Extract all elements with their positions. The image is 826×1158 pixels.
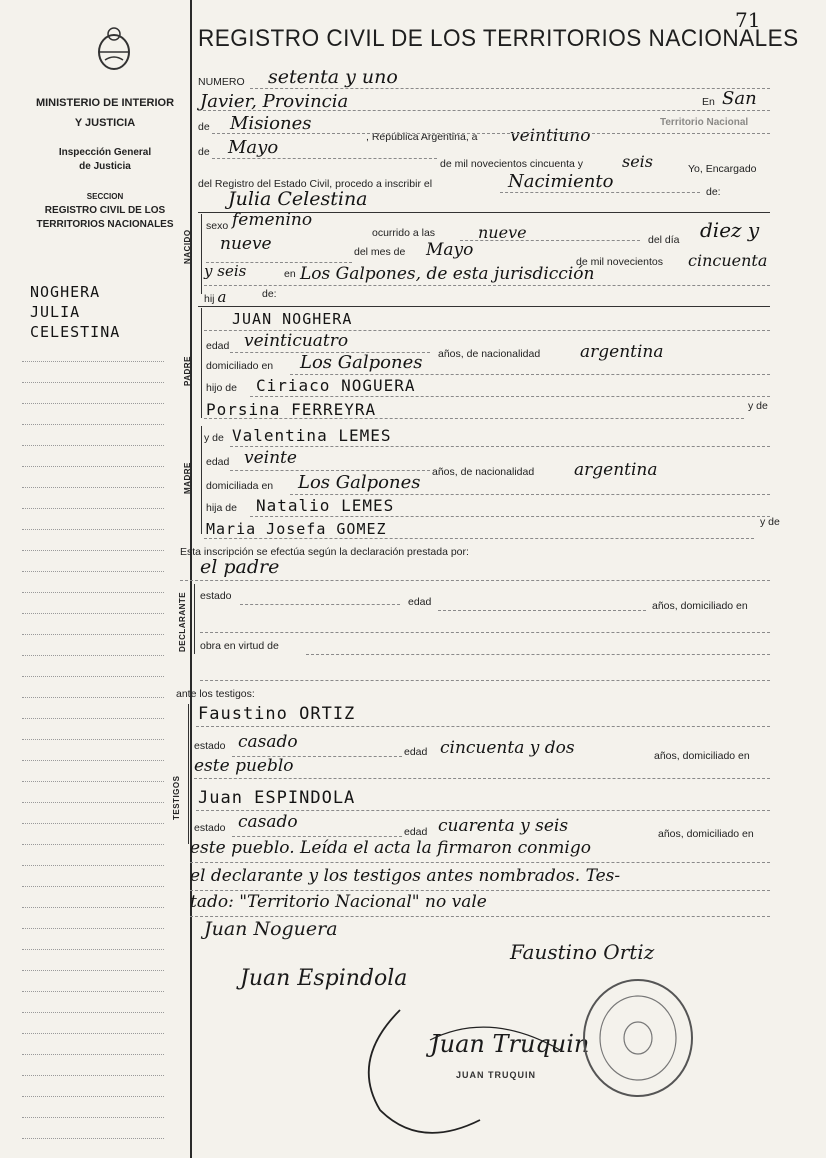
rule bbox=[290, 494, 770, 495]
civil-registry-seal-icon bbox=[580, 975, 696, 1101]
margin-line bbox=[22, 854, 164, 866]
margin-line bbox=[22, 1127, 164, 1139]
margin-line bbox=[22, 350, 164, 362]
margin-note: NOGHERA JULIA CELESTINA bbox=[30, 283, 121, 341]
t1-estado-value: casado bbox=[238, 732, 298, 752]
de-colon-label: de: bbox=[706, 186, 721, 198]
t2-estado-value: casado bbox=[238, 812, 298, 832]
margin-line bbox=[22, 1106, 164, 1118]
del-registro-label: del Registro del Estado Civil, procedo a inscribir el bbox=[198, 178, 433, 190]
rule bbox=[212, 158, 437, 159]
margin-line bbox=[22, 938, 164, 950]
section-name: SECCION REGISTRO CIVIL DE LOS TERRITORIOS NACIONALES bbox=[36, 192, 174, 230]
firma-padre: Juan Noguera bbox=[204, 918, 338, 940]
t2-estado-label: estado bbox=[194, 822, 226, 834]
de-mil2-label: de mil novecientos bbox=[576, 256, 663, 268]
page-title: REGISTRO CIVIL DE LOS TERRITORIOS NACIONALES bbox=[198, 25, 799, 52]
margin-line bbox=[22, 1064, 164, 1076]
rule bbox=[198, 110, 770, 111]
ante-testigos-label: ante los testigos: bbox=[176, 688, 255, 700]
t2-anos-label: años, domiciliado en bbox=[658, 828, 754, 840]
margin-line bbox=[22, 413, 164, 425]
anio-nac-value: cincuenta bbox=[688, 251, 768, 270]
margin-line bbox=[22, 434, 164, 446]
rule bbox=[190, 890, 770, 891]
testigo2-value: Juan ESPINDOLA bbox=[198, 788, 356, 808]
rule bbox=[200, 680, 770, 681]
margin-line bbox=[22, 581, 164, 593]
coat-of-arms-icon bbox=[95, 26, 133, 72]
t2-dom-value: este pueblo. Leída el acta la firmaron conmigo bbox=[190, 838, 591, 858]
padre-value: JUAN NOGHERA bbox=[232, 310, 353, 328]
rule bbox=[460, 240, 640, 241]
testigos-side-label: TESTIGOS bbox=[172, 775, 181, 820]
rule bbox=[190, 916, 770, 917]
fecha-value: veintiuno bbox=[510, 126, 591, 146]
y-de-label-3: y de bbox=[760, 516, 780, 528]
rule bbox=[500, 192, 700, 193]
sexo-label: sexo bbox=[206, 220, 229, 232]
margin-line bbox=[22, 896, 164, 908]
numero-label: NUMERO bbox=[198, 76, 245, 88]
padre-madre-value: Porsina FERREYRA bbox=[206, 400, 377, 419]
rule bbox=[240, 604, 400, 605]
numero-value: setenta y uno bbox=[268, 66, 398, 88]
madre-y-de-label: y de bbox=[204, 432, 224, 444]
rule bbox=[180, 580, 770, 581]
rule bbox=[230, 446, 770, 447]
margin-line bbox=[22, 1022, 164, 1034]
padre-edad-label: edad bbox=[206, 340, 230, 352]
de-label-2: de bbox=[198, 146, 210, 158]
del-mes-label: del mes de bbox=[354, 246, 406, 258]
margin-line bbox=[22, 560, 164, 572]
madre-edad-value: veinte bbox=[244, 448, 297, 468]
margin-line bbox=[22, 497, 164, 509]
de-value: Misiones bbox=[230, 113, 312, 134]
firma-testigo1: Faustino Ortiz bbox=[510, 940, 655, 964]
margin-line bbox=[22, 476, 164, 488]
rule bbox=[250, 516, 770, 517]
signature-flourish bbox=[340, 1000, 770, 1150]
ministry-name: MINISTERIO DE INTERIOR Y JUSTICIA bbox=[35, 97, 175, 129]
rule bbox=[212, 133, 770, 134]
madre-madre-value: Maria Josefa GOMEZ bbox=[206, 520, 387, 538]
margin-line bbox=[22, 1043, 164, 1055]
margin-line bbox=[22, 749, 164, 761]
rule bbox=[194, 778, 770, 779]
padre-side-label: PADRE bbox=[183, 356, 192, 386]
republica-label: , República Argentina, a bbox=[366, 131, 478, 143]
bracket bbox=[201, 214, 202, 294]
mes-nac-value: Mayo bbox=[426, 240, 474, 260]
crossed-stamp: Territorio Nacional bbox=[660, 117, 749, 128]
t1-dom-value: este pueblo bbox=[194, 756, 294, 776]
sello-oficial-name: JUAN TRUQUIN bbox=[456, 1070, 537, 1080]
lugar-nac-value: Los Galpones, de esta jurisdicción bbox=[300, 264, 595, 284]
anio-value: seis bbox=[622, 152, 654, 171]
madre-dom-label: domiciliada en bbox=[206, 480, 274, 492]
page-number: 71 bbox=[735, 8, 761, 32]
de2-label: de: bbox=[262, 288, 277, 300]
margin-line bbox=[22, 707, 164, 719]
declarante-value: el padre bbox=[200, 556, 280, 578]
esta-inscripcion-label: Esta inscripción se efectúa según la declaración prestada por: bbox=[180, 546, 469, 558]
dia-value: diez y bbox=[700, 218, 760, 242]
declarante-estado-label: estado bbox=[200, 590, 232, 602]
en2-label: en bbox=[284, 268, 296, 280]
en-value: San bbox=[722, 88, 757, 109]
margin-line bbox=[22, 518, 164, 530]
del-dia-label: del día bbox=[648, 234, 680, 246]
t1-estado-label: estado bbox=[194, 740, 226, 752]
rule bbox=[198, 306, 770, 307]
sexo-value: femenino bbox=[232, 210, 313, 230]
margin-line bbox=[22, 812, 164, 824]
margin-line bbox=[22, 1001, 164, 1013]
margin-line bbox=[22, 623, 164, 635]
hij-suffix: a bbox=[217, 288, 227, 306]
margin-line bbox=[22, 602, 164, 614]
margin-line bbox=[22, 539, 164, 551]
margin-line bbox=[22, 791, 164, 803]
yo-label: Yo, Encargado bbox=[688, 163, 757, 175]
margin-line bbox=[22, 665, 164, 677]
ocurrido-label: ocurrido a las bbox=[372, 227, 436, 239]
hij-label: hij a bbox=[204, 288, 227, 306]
madre-dom-value: Los Galpones bbox=[298, 472, 421, 493]
margin-line bbox=[22, 728, 164, 740]
rule bbox=[250, 396, 770, 397]
madre-value: Valentina LEMES bbox=[232, 426, 392, 445]
madre-edad-label: edad bbox=[206, 456, 230, 468]
rule bbox=[250, 88, 770, 89]
nombre-value: Julia Celestina bbox=[228, 188, 368, 210]
margin-line bbox=[22, 917, 164, 929]
rule bbox=[306, 654, 770, 655]
madre-nac-label: años, de nacionalidad bbox=[432, 466, 535, 478]
declarante-edad-label: edad bbox=[408, 596, 432, 608]
testigo1-value: Faustino ORTIZ bbox=[198, 704, 356, 724]
firma-oficial: Juan Truquin bbox=[430, 1030, 590, 1058]
mes-value: Mayo bbox=[228, 137, 279, 158]
margin-line bbox=[22, 770, 164, 782]
margin-rule bbox=[190, 0, 192, 1158]
margin-line bbox=[22, 644, 164, 656]
rule bbox=[200, 632, 770, 633]
firma-testigo2: Juan Espindola bbox=[240, 966, 408, 991]
declarante-anos-label: años, domiciliado en bbox=[652, 600, 748, 612]
de-label: de bbox=[198, 121, 210, 133]
dia2-value: nueve bbox=[220, 234, 272, 254]
declarante-side-label: DECLARANTE bbox=[178, 591, 187, 652]
acto-value: Nacimiento bbox=[508, 171, 614, 192]
nota3-value: tado: "Territorio Nacional" no vale bbox=[190, 892, 487, 912]
t1-edad-value: cincuenta y dos bbox=[440, 738, 575, 758]
padre-hijo-de-label: hijo de bbox=[206, 382, 237, 394]
madre-nac-value: argentina bbox=[574, 460, 658, 480]
t2-edad-value: cuarenta y seis bbox=[438, 816, 569, 836]
obra-label: obra en virtud de bbox=[200, 640, 279, 652]
padre-hijo-de-value: Ciriaco NOGUERA bbox=[256, 376, 416, 395]
madre-side-label: MADRE bbox=[183, 462, 192, 494]
rule bbox=[438, 610, 646, 611]
margin-line bbox=[22, 392, 164, 404]
inspection-name: Inspección General de Justicia bbox=[58, 147, 152, 172]
margin-line bbox=[22, 875, 164, 887]
de-mil-label: de mil novecientos cincuenta y bbox=[440, 158, 583, 170]
rule bbox=[204, 285, 770, 286]
t1-anos-label: años, domiciliado en bbox=[654, 750, 750, 762]
bracket bbox=[201, 426, 202, 534]
margin-line bbox=[22, 959, 164, 971]
hora-value: nueve bbox=[478, 223, 527, 242]
margin-line bbox=[22, 371, 164, 383]
padre-edad-value: veinticuatro bbox=[244, 331, 349, 351]
rule bbox=[290, 374, 770, 375]
rule bbox=[196, 810, 770, 811]
margin-line bbox=[22, 686, 164, 698]
anio-nac2-value: y seis bbox=[204, 262, 247, 280]
padre-dom-value: Los Galpones bbox=[300, 352, 423, 373]
rule bbox=[204, 418, 744, 419]
rule bbox=[204, 538, 754, 539]
rule bbox=[230, 470, 430, 471]
padre-nac-value: argentina bbox=[580, 342, 664, 362]
margin-line bbox=[22, 833, 164, 845]
margin-line bbox=[22, 1085, 164, 1097]
en-label: En bbox=[702, 96, 715, 108]
nacido-side-label: NACIDO bbox=[183, 229, 192, 264]
margin-line bbox=[22, 455, 164, 467]
rule bbox=[190, 862, 770, 863]
nota2-value: el declarante y los testigos antes nombrados. Tes- bbox=[190, 866, 621, 886]
madre-hija-de-label: hija de bbox=[206, 502, 237, 514]
padre-dom-label: domiciliado en bbox=[206, 360, 274, 372]
place-value: Javier, Provincia bbox=[200, 91, 349, 112]
bracket bbox=[188, 704, 189, 844]
t1-edad-label: edad bbox=[404, 746, 428, 758]
rule bbox=[232, 836, 402, 837]
madre-hija-de-value: Natalio LEMES bbox=[256, 496, 395, 515]
y-de-label: y de bbox=[748, 400, 768, 412]
bracket bbox=[194, 584, 195, 654]
rule bbox=[196, 726, 770, 727]
margin-line bbox=[22, 980, 164, 992]
t2-edad-label: edad bbox=[404, 826, 428, 838]
bracket bbox=[201, 308, 202, 418]
padre-nac-label: años, de nacionalidad bbox=[438, 348, 541, 360]
